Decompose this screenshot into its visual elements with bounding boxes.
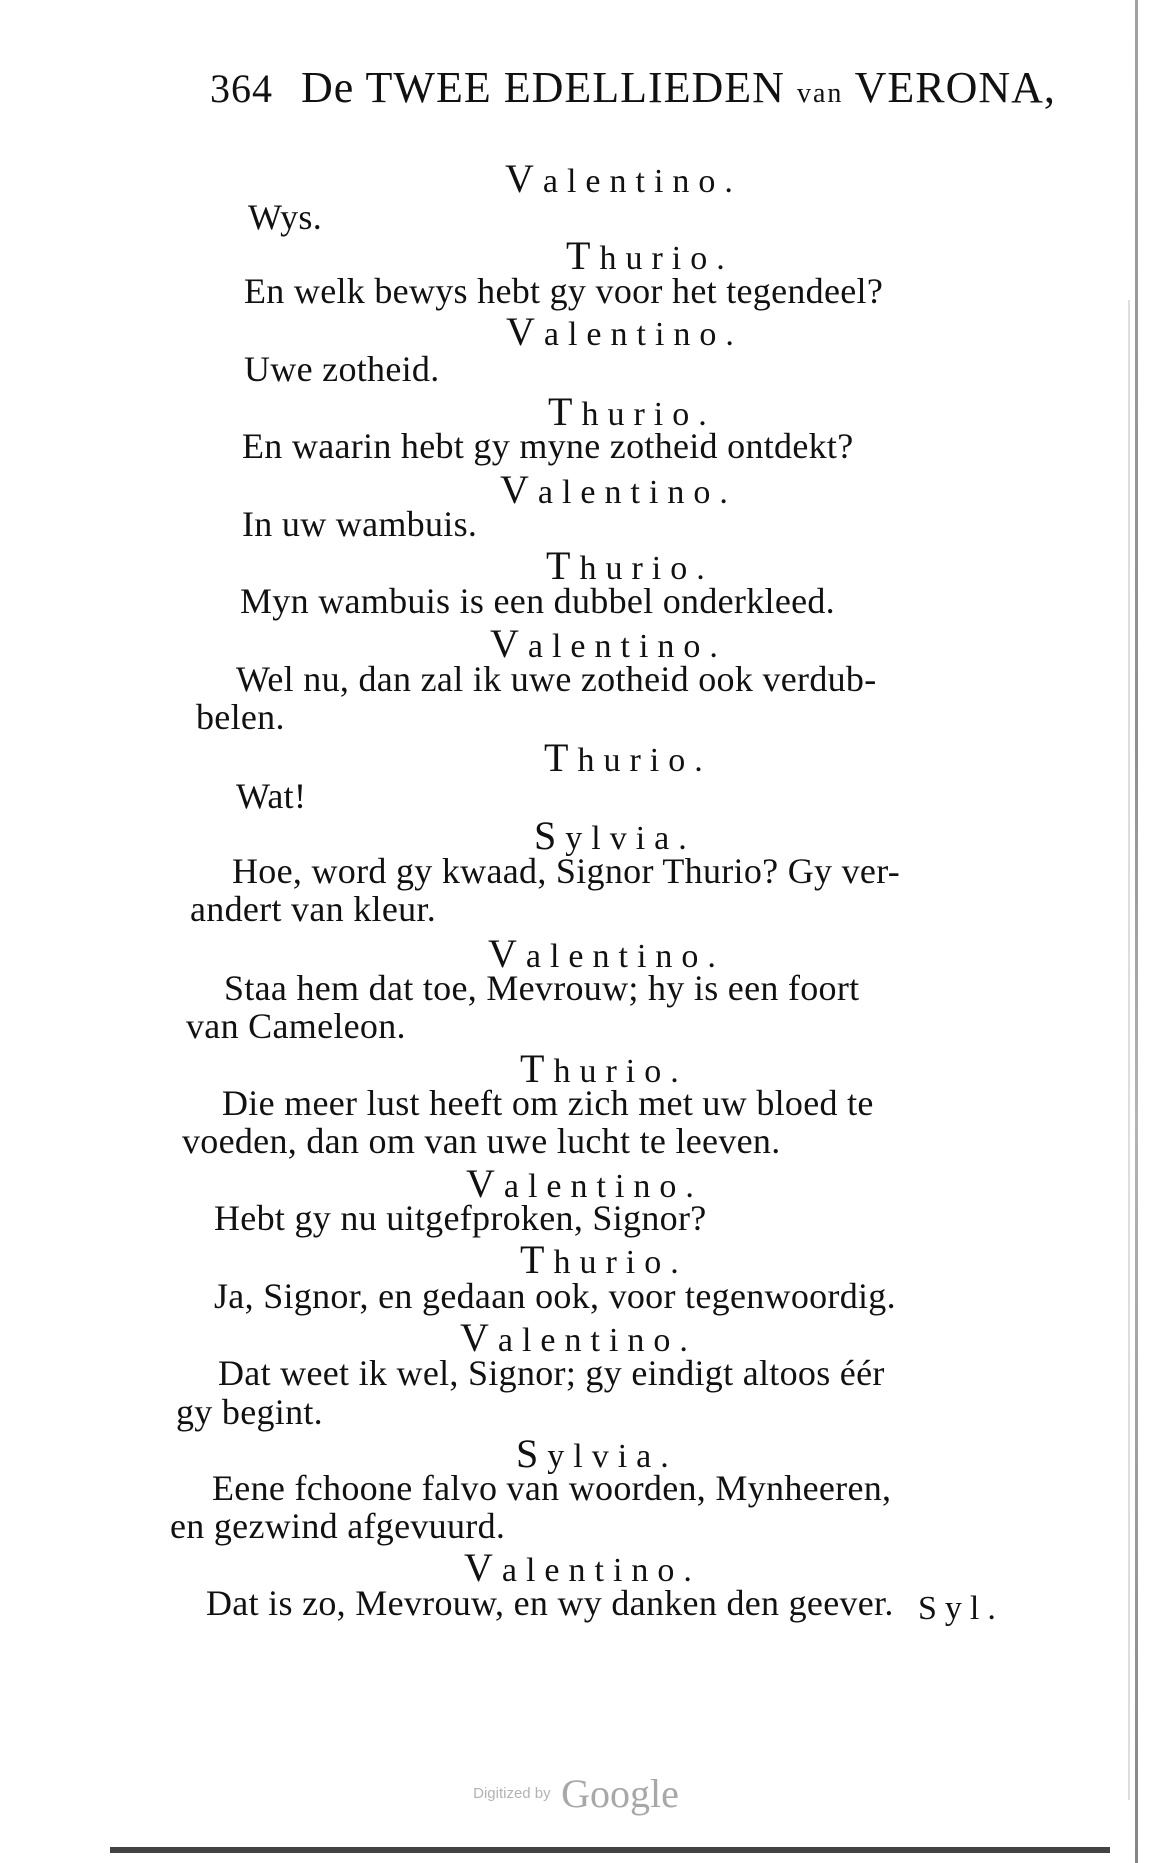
header-word-de: De <box>301 63 355 112</box>
speaker-heading: Valentino. <box>505 156 742 201</box>
speaker-heading: Thurio. <box>566 233 734 278</box>
catchword: Syl. <box>918 1590 1004 1627</box>
dialogue-line: voeden, dan om van uwe lucht te leeven. <box>182 1121 781 1161</box>
dialogue-line: van Cameleon. <box>186 1006 406 1046</box>
speaker-heading: Valentino. <box>460 1315 697 1360</box>
speaker-heading: Thurio. <box>520 1046 688 1091</box>
page-edge-right <box>1135 0 1138 1863</box>
dialogue-line: Hoe, word gy kwaad, Signor Thurio? Gy ver- <box>232 851 901 891</box>
dialogue-line: Myn wambuis is een dubbel onderkleed. <box>240 581 835 621</box>
speaker-heading: Valentino. <box>490 621 727 666</box>
speaker-heading: Thurio. <box>520 1237 688 1282</box>
dialogue-line: Dat is zo, Mevrouw, en wy danken den geever. <box>206 1583 894 1623</box>
speaker-heading: Valentino. <box>488 931 725 976</box>
dialogue-line: Eene fchoone falvo van woorden, Mynheeren, <box>212 1468 892 1508</box>
speaker-heading: Sylvia. <box>534 813 696 858</box>
dialogue-line: Hebt gy nu uitgefproken, Signor? <box>214 1198 707 1238</box>
speaker-heading: Valentino. <box>466 1161 703 1206</box>
running-header <box>210 62 1070 113</box>
speaker-heading: Thurio. <box>546 543 714 588</box>
dialogue-line: Staa hem dat toe, Mevrouw; hy is een foort <box>224 968 860 1008</box>
dialogue-line: belen. <box>196 697 285 737</box>
speaker-heading: Valentino. <box>506 309 743 354</box>
google-logo: Google <box>561 1771 679 1816</box>
dialogue-line: Wys. <box>248 197 323 237</box>
dialogue-line: Ja, Signor, en gedaan ook, voor tegenwoordig. <box>214 1276 896 1316</box>
dialogue-line: In uw wambuis. <box>242 504 478 544</box>
dialogue-line: Die meer lust heeft om zich met uw bloed te <box>222 1083 874 1123</box>
speaker-heading: Valentino. <box>500 467 737 512</box>
dialogue-line: en gezwind afgevuurd. <box>170 1506 506 1546</box>
speaker-heading: Thurio. <box>548 389 716 434</box>
page-edge-bottom <box>110 1847 1110 1853</box>
digitization-watermark <box>0 1770 1152 1817</box>
speaker-heading: Valentino. <box>464 1545 701 1590</box>
header-title: TWEE EDELLIEDEN <box>365 63 785 112</box>
dialogue-line: Dat weet ik wel, Signor; gy eindigt altoos éér <box>218 1353 885 1393</box>
speaker-heading: Sylvia. <box>516 1431 678 1476</box>
page-edge-shadow <box>1128 300 1130 1800</box>
dialogue-line: Uwe zotheid. <box>244 349 440 389</box>
dialogue-line: En waarin hebt gy myne zotheid ontdekt? <box>242 426 854 466</box>
dialogue-line: gy begint. <box>176 1392 323 1432</box>
header-word-van: van <box>796 78 844 109</box>
dialogue-line: andert van kleur. <box>190 889 437 929</box>
dialogue-line: En welk bewys hebt gy voor het tegendeel? <box>244 271 884 311</box>
watermark-prefix: Digitized by <box>473 1785 551 1802</box>
page-number: 364 <box>210 66 273 111</box>
dialogue-line: Wel nu, dan zal ik uwe zotheid ook verdub- <box>236 659 877 699</box>
speaker-heading: Thurio. <box>544 735 712 780</box>
header-verona: VERONA, <box>854 63 1056 112</box>
dialogue-line: Wat! <box>236 776 307 816</box>
